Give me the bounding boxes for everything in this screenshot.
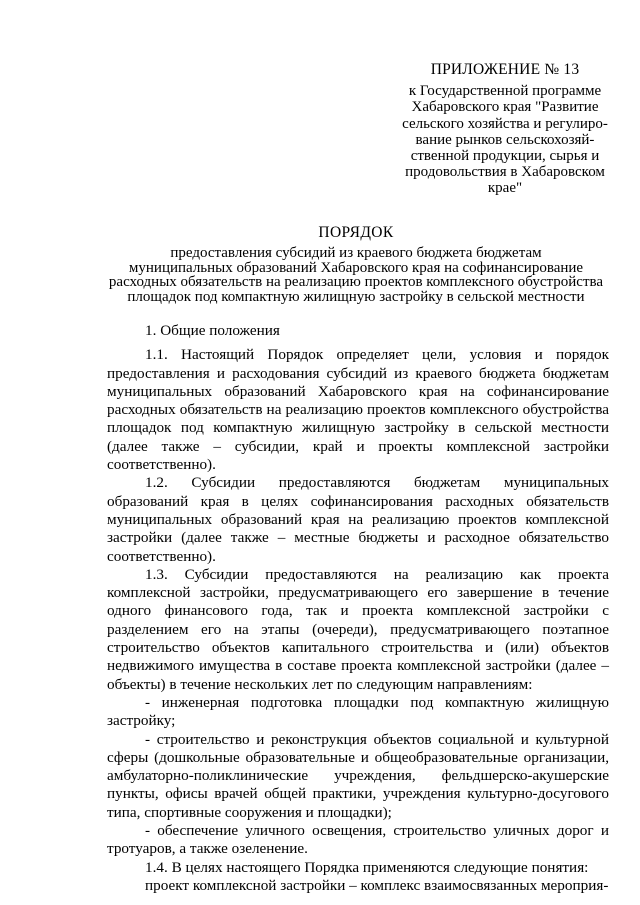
paragraph: проект комплексной застройки – комплекс взаимосвязанных мероприя- bbox=[145, 876, 609, 894]
document-body bbox=[107, 322, 609, 895]
appendix-line: вание рынков сельскохозяй- bbox=[415, 131, 595, 148]
document-title: ПОРЯДОК bbox=[318, 224, 394, 241]
paragraph: 1.2. Субсидии предоставляются бюджетам муниципальных образований края в целях софинансирования расходных обязательств муниципальных образований края на реализацию проектов комплексной застройки (далее также – местные бюджеты и расходное обязательство соответственно). bbox=[107, 474, 609, 565]
appendix-line: к Государственной программе bbox=[408, 83, 602, 100]
list-item: - обеспечение уличного освещения, строительство уличных дорог и тротуаров, а также озеленение. bbox=[107, 822, 609, 858]
paragraph: 1.3. Субсидии предоставляются на реализацию как проекта комплексной застройки, предусматривающего его завершение в течение одного финансового года, так и проекта комплексной застройки с разделением его на этапы (очереди), предусматривающего поэтапное строительство объектов капитального строительства и (или) объектов недвижимого имущества в составе проекта комплексной застройки (далее – объекты) в течение нескольких лет по следующим направлениям: bbox=[107, 565, 609, 693]
appendix-line: продовольствия в Хабаровском bbox=[405, 164, 605, 181]
paragraph: 1.1. Настоящий Порядок определяет цели, условия и порядок предоставления и расходования субсидий из краевого бюджета бюджетам муниципальных образований Хабаровского края на софинансирование расходных обязательств на реализацию проектов комплексного обустройства площадок под компактную жилищную застройку в сельской местности (далее также – субсидии, край и проекты комплексной застройки соответственно). bbox=[107, 346, 609, 474]
appendix-title: ПРИЛОЖЕНИЕ № 13 bbox=[430, 61, 580, 78]
list-item: - инженерная подготовка площадки под компактную жилищную застройку; bbox=[107, 693, 609, 730]
subtitle-line: предоставления субсидий из краевого бюджета бюджетам bbox=[170, 245, 542, 261]
appendix-block bbox=[392, 62, 618, 197]
appendix-line: Хабаровского края "Развитие bbox=[411, 99, 599, 116]
section-heading: 1. Общие положения bbox=[145, 322, 280, 339]
subtitle-line: площадок под компактную жилищную застройку в сельской местности bbox=[127, 288, 585, 305]
paragraph: 1.4. В целях настоящего Порядка применяются следующие понятия: bbox=[145, 858, 589, 876]
appendix-line: крае" bbox=[487, 180, 523, 197]
document-subtitle bbox=[70, 246, 640, 304]
subtitle-line: расходных обязательств на реализацию проектов комплексного обустройства bbox=[108, 274, 604, 291]
appendix-line: сельского хозяйства и регулиро- bbox=[402, 115, 608, 132]
appendix-line: ственной продукции, сырья и bbox=[410, 148, 600, 165]
list-item: - строительство и реконструкция объектов социальной и культурной сферы (дошкольные образовательные и общеобразовательные организации, амбулаторно-поликлинические учреждения, фельдшерско-акушерские пункты, офисы врачей общей практики, учреждения культурно-досугового типа, спортивные сооружения и площадки); bbox=[107, 730, 609, 821]
subtitle-line: муниципальных образований Хабаровского края на софинансирование bbox=[128, 259, 584, 276]
